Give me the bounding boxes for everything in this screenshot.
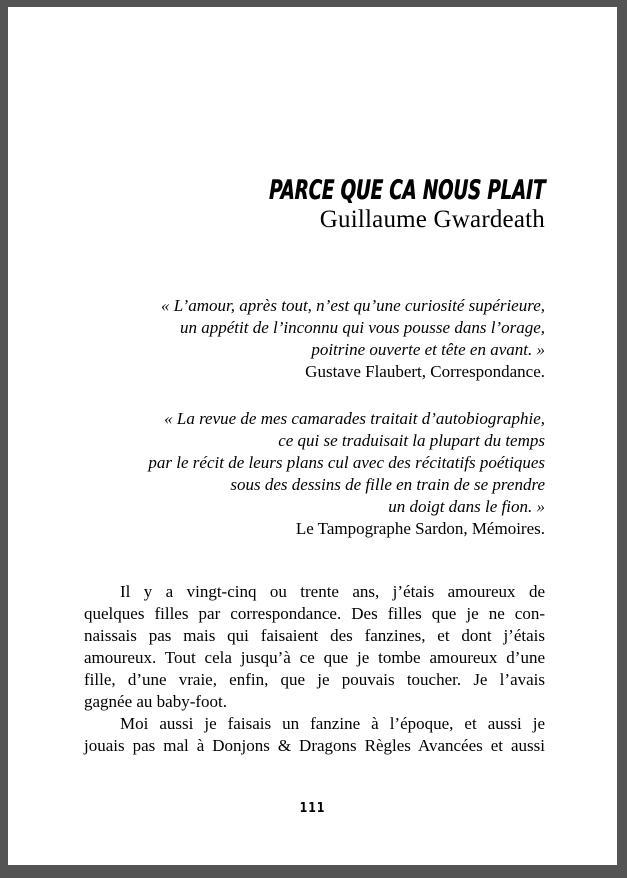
body-text — [84, 581, 545, 757]
epigraph-line: par le récit de leurs plans cul avec des récitatifs poétiques — [148, 453, 545, 472]
book-page — [8, 7, 617, 865]
epigraph-attribution: Le Tampographe Sardon, Mémoires. — [295, 519, 545, 538]
paragraph — [84, 713, 545, 757]
chapter-header — [84, 177, 545, 235]
epigraph-line: « La revue de mes camarades traitait d’autobiographie, — [164, 409, 545, 428]
chapter-title: PARCE QUE CA NOUS PLAIT — [268, 175, 546, 206]
body-line: gagnée au baby-foot. — [84, 692, 228, 711]
chapter-author: Guillaume Gwardeath — [319, 206, 545, 233]
body-line: naissais pas mais qui faisaient des fanzines, et dont j’étais — [84, 626, 545, 645]
body-line: Moi aussi je faisais un fanzine à l’époque, et aussi je — [120, 714, 545, 733]
epigraph-line: poitrine ouverte et tête en avant. » — [311, 340, 545, 359]
chapter-title-row — [84, 177, 545, 205]
epigraph-line: « L’amour, après tout, n’est qu’une curiosité supérieure, — [160, 296, 545, 315]
body-line: jouais pas mal à Donjons & Dragons Règles Avancées et aussi — [84, 736, 545, 755]
epigraph-attribution: Gustave Flaubert, Correspondance. — [305, 362, 545, 381]
paragraph — [84, 581, 545, 713]
text-block — [84, 7, 545, 757]
body-line: quelques filles par correspondance. Des filles que je ne con- — [84, 604, 545, 623]
epigraph-flaubert — [84, 295, 545, 383]
body-line: amoureux. Tout cela jusqu’à ce que je tombe amoureux d’une — [84, 648, 545, 667]
body-line: Il y a vingt-cinq ou trente ans, j’étais amoureux de — [120, 582, 545, 601]
page-number: 111 — [299, 801, 326, 816]
epigraph-line: ce qui se traduisait la plupart du temps — [278, 431, 545, 450]
epigraph-line: sous des dessins de fille en train de se prendre — [230, 475, 545, 494]
epigraph-sardon — [84, 408, 545, 540]
epigraph-line: un doigt dans le fion. » — [388, 497, 545, 516]
body-line: fille, d’une vraie, enfin, que je pouvais toucher. Je l’avais — [84, 670, 545, 689]
epigraph-line: un appétit de l’inconnu qui vous pousse dans l’orage, — [180, 318, 545, 337]
